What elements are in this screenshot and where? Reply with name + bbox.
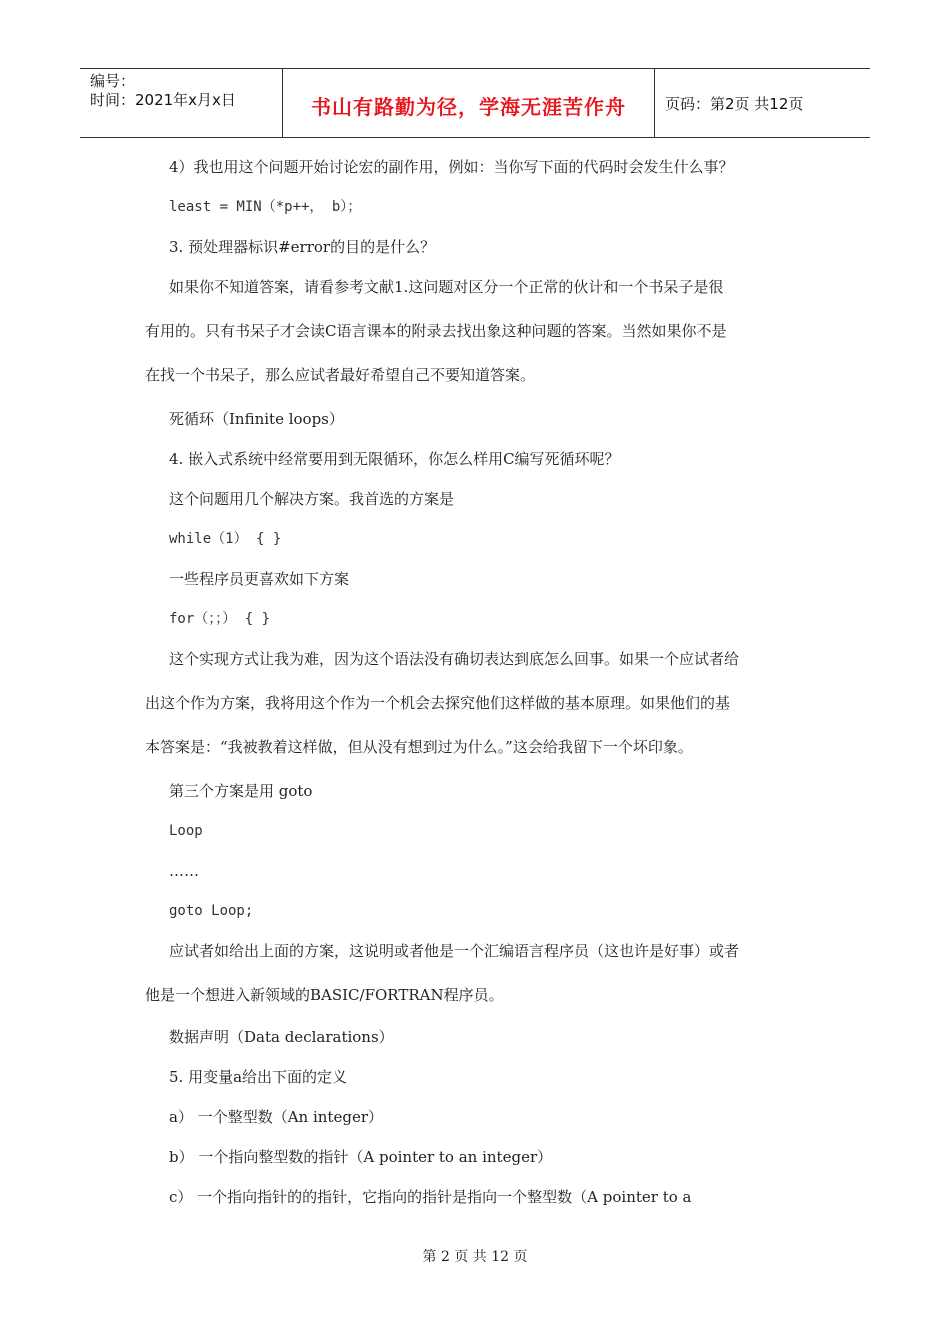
body-line: 如果你不知道答案，请看参考文献1.这问题对区分一个正常的伙计和一个书呆子是很 [169, 278, 724, 296]
question-heading: 3. 预处理器标识#error的目的是什么？ [169, 238, 436, 256]
body-line: 有用的。只有书呆子才会读C语言课本的附录去找出象这种问题的答案。当然如果你不是 [145, 322, 727, 340]
code-line: while（1） { } [169, 531, 282, 547]
code-line: Loop [169, 823, 203, 839]
body-line: 第三个方案是用 goto [169, 782, 313, 800]
header-page-code-cell [655, 69, 870, 137]
list-item: c） 一个指向指针的的指针，它指向的指针是指向一个整型数（A pointer to a [169, 1188, 692, 1206]
code-line: goto Loop; [169, 903, 254, 919]
header-page-code: 页码：第2页 共12页 [665, 94, 804, 113]
question-heading: 4. 嵌入式系统中经常要用到无限循环，你怎么样用C编写死循环呢？ [169, 450, 620, 468]
body-line: 在找一个书呆子，那么应试者最好希望自己不要知道答案。 [145, 366, 536, 384]
header-meta [80, 69, 282, 137]
header-motto: 书山有路勤为径，学海无涯苦作舟 [311, 94, 626, 119]
list-item: b） 一个指向整型数的指针（A pointer to an integer） [169, 1148, 553, 1166]
document-body [145, 156, 810, 1226]
body-line: 这个实现方式让我为难，因为这个语法没有确切表达到底怎么回事。如果一个应试者给 [169, 650, 740, 668]
header-time-label: 时间：2021年x月x日 [90, 91, 236, 109]
code-line: least = MIN（*p++， b）； [169, 199, 362, 215]
body-line: 4）我也用这个问题开始讨论宏的副作用，例如：当你写下面的代码时会发生什么事？ [169, 158, 734, 176]
page-footer: 第 2 页 共 12 页 [422, 1249, 528, 1265]
body-line: 一些程序员更喜欢如下方案 [169, 570, 350, 588]
header-number-label: 编号： [90, 72, 136, 90]
header-motto-cell [282, 69, 655, 137]
section-heading: 数据声明（Data declarations） [169, 1028, 394, 1046]
page-header [80, 68, 870, 138]
body-line: 这个问题用几个解决方案。我首选的方案是 [169, 490, 455, 508]
body-line: 他是一个想进入新领域的BASIC/FORTRAN程序员。 [145, 986, 504, 1004]
body-line: 本答案是：“我被教着这样做，但从没有想到过为什么。”这会给我留下一个坏印象。 [145, 738, 693, 756]
list-item: a） 一个整型数（An integer） [169, 1108, 383, 1126]
code-line: …… [169, 862, 199, 880]
question-heading: 5. 用变量a给出下面的定义 [169, 1068, 348, 1086]
section-heading: 死循环（Infinite loops） [169, 410, 344, 428]
body-line: 出这个作为方案，我将用这个作为一个机会去探究他们这样做的基本原理。如果他们的基 [145, 694, 731, 712]
code-line: for（；；） { } [169, 611, 271, 627]
body-line: 应试者如给出上面的方案，这说明或者他是一个汇编语言程序员（这也许是好事）或者 [169, 942, 740, 960]
